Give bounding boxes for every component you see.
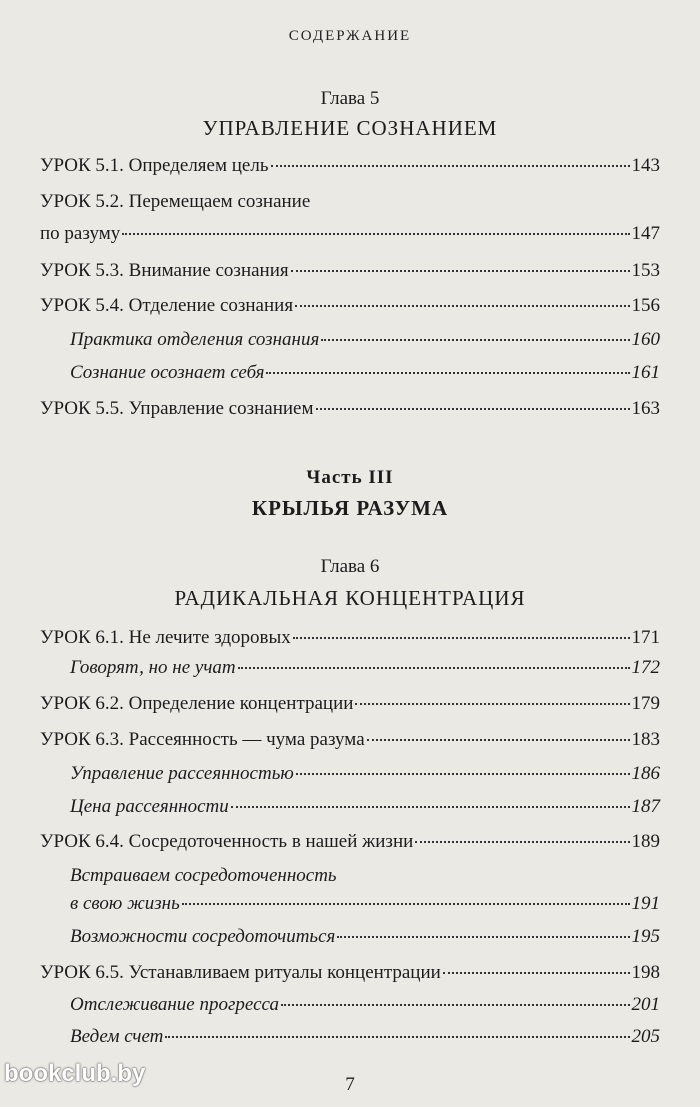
toc-entry-title: УРОК 5.5. Управление сознанием — [40, 398, 314, 419]
leader-dots — [165, 1035, 629, 1038]
leader-dots — [271, 164, 630, 167]
toc-entry-title: Возможности сосредоточиться — [70, 926, 336, 947]
toc-entry-page: 179 — [631, 693, 660, 714]
leader-dots — [367, 738, 630, 741]
toc-subentry[interactable] — [70, 795, 660, 821]
toc-entry-page: 186 — [631, 763, 660, 784]
leader-dots — [291, 269, 630, 272]
toc-entry-page: 201 — [631, 994, 660, 1015]
toc-entry[interactable] — [40, 154, 660, 180]
chapter-6-title: РАДИКАЛЬНАЯ КОНЦЕНТРАЦИЯ — [174, 586, 526, 610]
leader-dots — [321, 338, 629, 341]
toc-entry-page: 153 — [631, 260, 660, 281]
toc-entry-title-line1: Встраиваем сосредоточенность — [70, 865, 337, 886]
toc-entry-title: УРОК 5.4. Отделение сознания — [40, 295, 294, 316]
toc-entry-page: 205 — [631, 1026, 660, 1047]
leader-dots — [316, 407, 630, 410]
toc-entry-title: в свою жизнь — [70, 893, 180, 914]
toc-entry-page: 147 — [631, 223, 660, 244]
chapter-6-label: Глава 6 — [320, 556, 380, 577]
toc-subentry[interactable] — [70, 762, 660, 788]
leader-dots — [122, 232, 629, 235]
toc-entry-title: УРОК 6.1. Не лечите здоровых — [40, 627, 291, 648]
toc-entry-title: Отслеживание прогресса — [70, 994, 279, 1015]
leader-dots — [443, 971, 630, 974]
toc-entry-title: УРОК 5.3. Внимание сознания — [40, 260, 289, 281]
toc-entry-title: Управление рассеянностью — [70, 763, 294, 784]
toc-entry-title: УРОК 6.3. Рассеянность — чума разума — [40, 729, 365, 750]
toc-entry-page: 143 — [631, 155, 660, 176]
toc-entry-page: 189 — [631, 831, 660, 852]
toc-subentry[interactable] — [70, 328, 660, 354]
toc-subentry[interactable] — [70, 993, 660, 1019]
toc-entry-page: 172 — [631, 657, 660, 678]
leader-dots — [266, 371, 629, 374]
toc-entry[interactable] — [40, 294, 660, 320]
leader-dots — [295, 304, 629, 307]
toc-entry-page: 183 — [631, 729, 660, 750]
leader-dots — [355, 702, 629, 705]
part-3-label: Часть III — [306, 467, 394, 488]
toc-subentry[interactable] — [70, 656, 660, 682]
toc-entry[interactable] — [40, 222, 660, 248]
toc-subentry[interactable] — [70, 892, 660, 918]
toc-entry-page: 198 — [631, 962, 660, 983]
part-3-title: КРЫЛЬЯ РАЗУМА — [251, 496, 449, 520]
leader-dots — [281, 1003, 630, 1006]
toc-entry-title: Сознание осознает себя — [70, 362, 265, 383]
toc-entry-title: УРОК 5.1. Определяем цель — [40, 155, 269, 176]
leader-dots — [296, 772, 630, 775]
chapter-5-label: Глава 5 — [320, 88, 380, 109]
toc-entry-title: Цена рассеянности — [70, 796, 229, 817]
toc-entry[interactable] — [40, 728, 660, 754]
toc-entry-page: 191 — [631, 893, 660, 914]
toc-entry-page: 187 — [631, 796, 660, 817]
toc-subentry[interactable] — [70, 361, 660, 387]
toc-entry-page: 195 — [631, 926, 660, 947]
toc-entry-page: 160 — [631, 329, 660, 350]
toc-entry-title: по разуму — [40, 223, 121, 244]
toc-subentry[interactable] — [70, 925, 660, 951]
toc-entry-title: Практика отделения сознания — [70, 329, 320, 350]
toc-entry[interactable] — [40, 397, 660, 423]
toc-entry-page: 163 — [631, 398, 660, 419]
toc-entry-title: УРОК 6.5. Устанавливаем ритуалы концентрации — [40, 962, 441, 983]
toc-subentry[interactable] — [70, 1025, 660, 1051]
running-head: СОДЕРЖАНИЕ — [288, 28, 412, 44]
toc-entry[interactable] — [40, 692, 660, 718]
toc-entry-title: Ведем счет — [70, 1026, 164, 1047]
leader-dots — [231, 805, 630, 808]
toc-entry[interactable] — [40, 830, 660, 856]
leader-dots — [415, 840, 629, 843]
leader-dots — [238, 666, 630, 669]
toc-entry-title: УРОК 6.2. Определение концентрации — [40, 693, 354, 714]
leader-dots — [293, 636, 630, 639]
leader-dots — [182, 902, 630, 905]
toc-entry-page: 156 — [631, 295, 660, 316]
toc-entry[interactable] — [40, 626, 660, 652]
toc-entry-title: УРОК 6.4. Сосредоточенность в нашей жизни — [40, 831, 414, 852]
toc-entry-page: 171 — [631, 627, 660, 648]
page-number: 7 — [345, 1074, 355, 1095]
watermark: bookclub.by — [4, 1060, 146, 1087]
toc-entry-page: 161 — [631, 362, 660, 383]
toc-entry-title-line1: УРОК 5.2. Перемещаем сознание — [40, 191, 311, 212]
toc-entry-title: Говорят, но не учат — [70, 657, 236, 678]
toc-entry[interactable] — [40, 961, 660, 987]
chapter-5-title: УПРАВЛЕНИЕ СОЗНАНИЕМ — [202, 116, 498, 140]
leader-dots — [337, 935, 629, 938]
toc-entry[interactable] — [40, 259, 660, 285]
